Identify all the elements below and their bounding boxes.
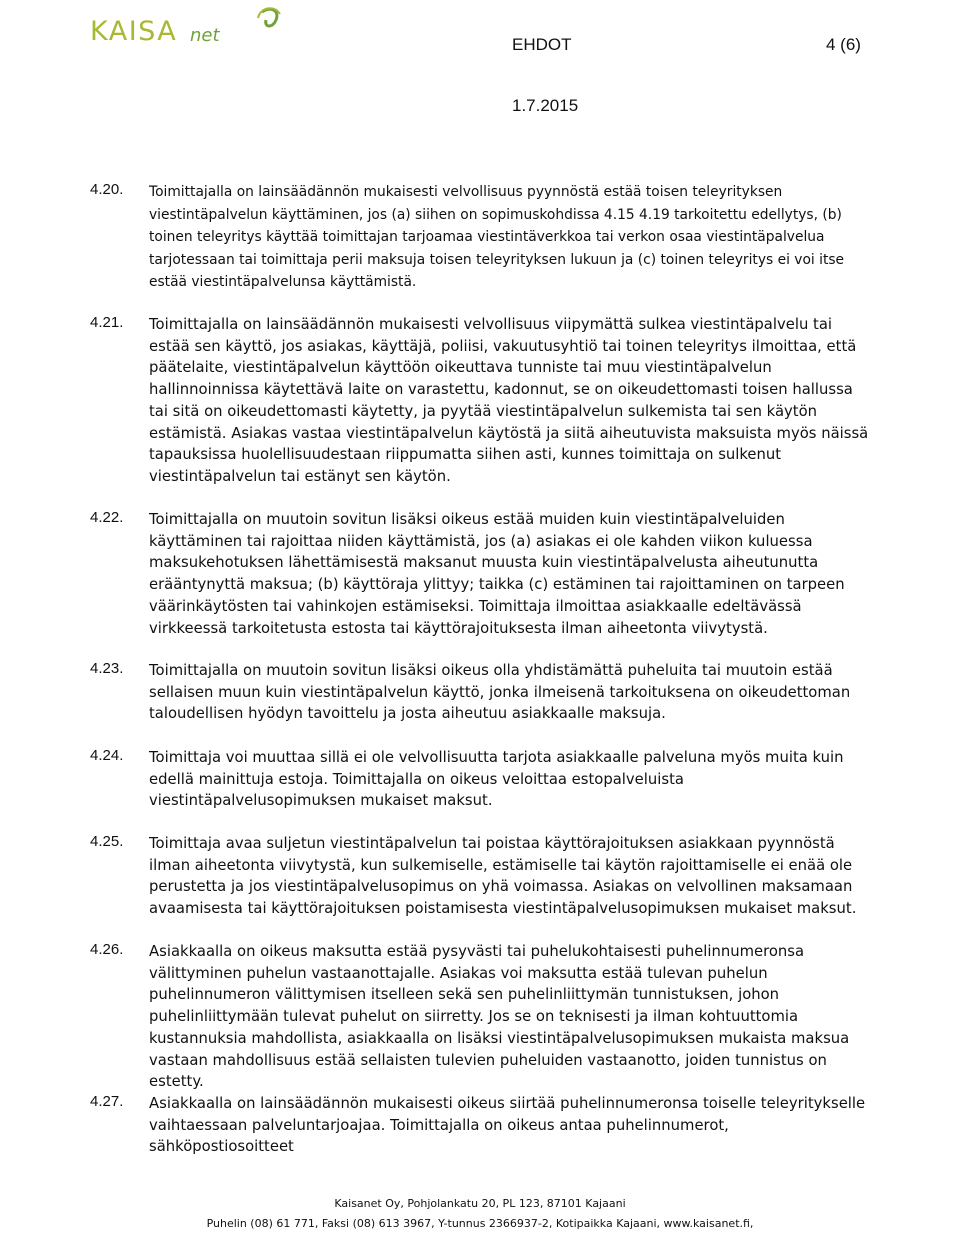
section-text: Toimittaja avaa suljetun viestintäpalvelun tai poistaa käyttörajoituksen asiakkaan pyynnöstä ilman aiheetonta viivytystä, kun sulkemiselle, estämiselle tai käytön rajoittamiselle ei enää ole perustetta ja jos viestintäpalvelusopimus on yhä voimassa. Asiakas on velvollinen maksamaan avaamisesta tai käyttörajoituksen poistamisesta viestintäpalvelusopimuksen mukaiset maksut. — [149, 835, 857, 918]
document-date: 1.7.2015 — [512, 96, 579, 115]
section-text: Toimittajalla on muutoin sovitun lisäksi oikeus estää muiden kuin viestintäpalveluiden käyttäminen tai rajoittaa niiden käyttämistä, jos (a) asiakas ei ole kahden viikon kuluessa maksukehotuksen lähettämisestä maksanut muusta kuin viestintäpalvelusta aiheutunutta erääntynyttä maksua; (b) käyttöraja ylittyy; taikka (c) estäminen tai rajoittaminen on tarpeen väärinkäytösten tai vahinkojen estämiseksi. Toimittaja ilmoittaa asiakkaalle edeltävässä virkkeessä tarkoitetusta estosta tai käyttörajoituksesta ilman aiheetonta viivytystä. — [149, 511, 845, 637]
section-number: 4.26. — [90, 941, 124, 958]
section-text: Asiakkaalla on oikeus maksutta estää pysyvästi tai puhelukohtaisesti puhelinnumeronsa välittyminen puhelun vastaanottajalle. Asiakas voi maksutta estää tulevan puhelun puhelinnumeron välittymisen itselleen sekä sen puhelinliittymän tunnistuksen, johon puhelinliittymään tulevat puhelut on siirretty. Jos se on teknisesti ja ilman kohtuuttomia kustannuksia mahdollista, asiakkaalla on lisäksi viestintäpalvelusopimuksen mukaista maksua vastaan mahdollisuus estää sellaisten tulevien puheluiden vastaanotto, joiden tunnistus on estetty. — [149, 943, 850, 1091]
section-number: 4.25. — [90, 833, 124, 850]
section-number: 4.20. — [90, 181, 124, 198]
kaisanet-logo — [90, 4, 290, 52]
footer-address: Kaisanet Oy, Pohjolankatu 20, PL 123, 87101 Kajaani — [334, 1197, 626, 1210]
page-number: 4 (6) — [826, 35, 861, 54]
footer-contact: Puhelin (08) 61 771, Faksi (08) 613 3967, Y-tunnus 2366937-2, Kotipaikka Kajaani, www.kaisanet.fi, — [206, 1217, 754, 1230]
document-title: EHDOT — [512, 35, 572, 54]
section-number: 4.22. — [90, 509, 124, 526]
section-number: 4.24. — [90, 747, 124, 764]
section-number: 4.23. — [90, 660, 124, 677]
section-number: 4.21. — [90, 314, 124, 331]
section-text: Toimittajalla on lainsäädännön mukaisesti velvollisuus pyynnöstä estää toisen teleyrityksen viestintäpalvelun käyttäminen, jos (a) siihen on sopimuskohdissa 4.15 4.19 tarkoitettu edellytys, (b) toinen teleyritys käyttää toimittajan tarjoamaa viestintäverkkoa tai verkon osaa viestintäpalvelua tarjotessaan tai toimittaja perii maksuja toisen teleyrityksen lukuun ja (c) toinen teleyritys ei voi itse estää viestintäpalvelunsa käyttämistä. — [149, 184, 845, 290]
logo-text: KAISA — [90, 16, 178, 47]
section-text: Toimittajalla on lainsäädännön mukaisesti velvollisuus viipymättä sulkea viestintäpalvelu tai estää sen käyttö, jos asiakas, käyttäjä, poliisi, vakuutusyhtiö tai toinen teleyritys ilmoittaa, että päätelaite, viestintäpalvelun käyttöön oikeuttava tunniste tai muu viestintäpalvelun hallinnoinnissa käytettävä laite on varastettu, kadonnut, se on oikeudettomasti toisen hallussa tai sitä on oikeudettomasti käytetty, ja pyytää viestintäpalvelun sulkemista tai sen käytön estämistä. Asiakas vastaa viestintäpalvelun käytöstä ja siitä aiheutuvista maksuista myös näissä tapauksissa huolellisuudestaan riippumatta siihen asti, kunnes toimittaja on sulkenut viestintäpalvelun tai estänyt sen käytön. — [149, 316, 869, 485]
section-text: Toimittajalla on muutoin sovitun lisäksi oikeus olla yhdistämättä puheluita tai muutoin estää sellaisen muun kuin viestintäpalvelun käyttö, jonka ilmeisenä tarkoituksena on oikeudettoman taloudellisen hyödyn tavoittelu ja josta aiheutuu asiakkaalle maksuja. — [149, 662, 851, 723]
logo-suffix: net — [190, 25, 220, 46]
section-text: Asiakkaalla on lainsäädännön mukaisesti oikeus siirtää puhelinnumeronsa toiselle teleyritykselle vaihtaessaan palveluntarjoajaa. Toimittajalla on oikeus antaa puhelinnumerot, sähköpostiosoitteet — [149, 1095, 866, 1156]
section-text: Toimittaja voi muuttaa sillä ei ole velvollisuutta tarjota asiakkaalle palveluna myös muita kuin edellä mainittuja estoja. Toimittajalla on oikeus veloittaa estopalveluista viestintäpalvelusopimuksen mukaiset maksut. — [149, 749, 844, 810]
section-number: 4.27. — [90, 1093, 124, 1110]
